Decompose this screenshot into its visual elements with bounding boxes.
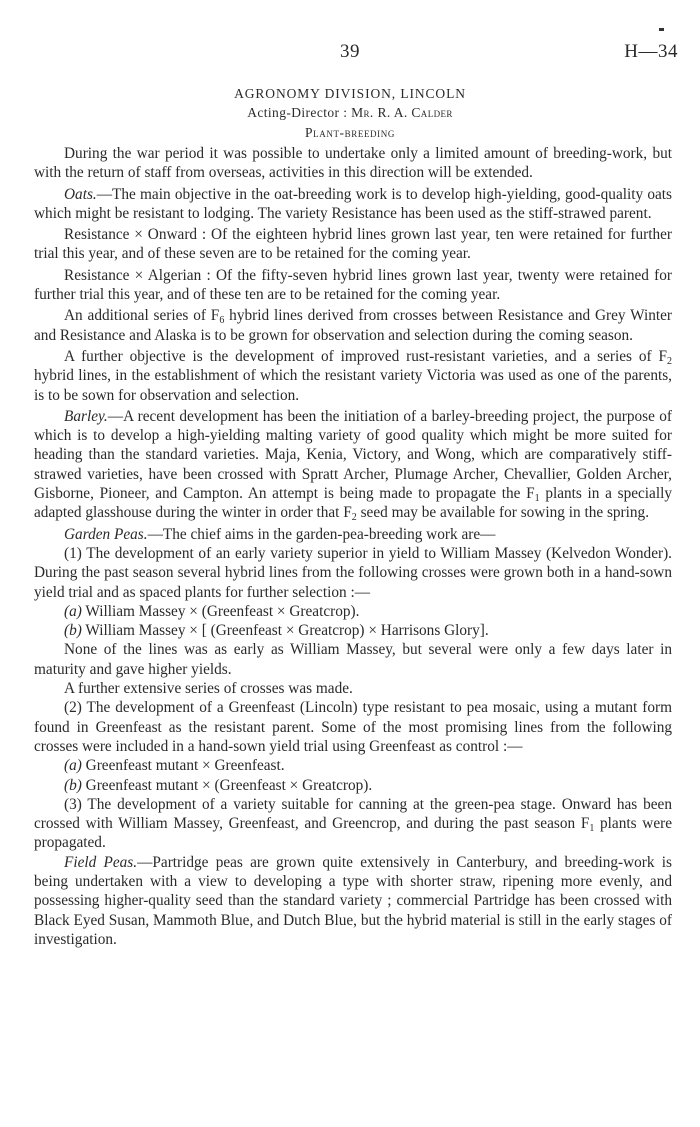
field-peas-text: —Partridge peas are grown quite extensively in Canterbury, and breeding-work is being undertaken with a view to developing a type with shorter straw, ripening more evenly, and possessing higher-quality seed than the standard variety ; commercial Partridge has been crossed with Black Eyed Susan, Mammoth Blue, and Dutch Blue, but the hybrid material is still in the early stages of investigation. bbox=[34, 853, 672, 948]
cross-a bbox=[34, 602, 672, 621]
paragraph-rust bbox=[34, 347, 672, 405]
paragraph-barley bbox=[34, 407, 672, 523]
paragraph-algerian: Resistance × Algerian : Of the fifty-seven hybrid lines grown last year, twenty were retained for further trial this year, and of these ten are to be retained for the coming year. bbox=[34, 266, 672, 304]
acting-director-line bbox=[0, 105, 700, 121]
cross-a-label: (a) bbox=[64, 602, 82, 620]
paragraph-onward: Resistance × Onward : Of the eighteen hybrid lines grown last year, ten were retained for further trial this year, and of these seven are to be retained for the coming year. bbox=[34, 226, 672, 263]
barley-subscript-1: 1 bbox=[534, 493, 540, 505]
document-reference: H—34 bbox=[624, 41, 678, 62]
body-text bbox=[34, 144, 672, 949]
paragraph-aim-1: (1) The development of an early variety superior in yield to William Massey (Kelvedon Wonder). During the past season several hybrid lines from the following crosses were grown both in a hand-sown yield trial and as spaced plants for further selection :— bbox=[34, 544, 672, 601]
paragraph-aim-2: (2) The development of a Greenfeast (Lincoln) type resistant to pea mosaic, using a mutant form found in Greenfeast as the resistant parent. Some of the most promising lines from the following crosses were included in a hand-sown yield trial using Greenfeast as control :— bbox=[34, 699, 672, 755]
cross-b bbox=[34, 621, 672, 640]
aim3-text-a: (3) The development of a variety suitable for canning at the green-pea stage. Onward has been crossed with William Massey, Greenfeast, and Greencrop, and during the past season F bbox=[34, 795, 672, 833]
paragraph-field-peas bbox=[34, 853, 672, 949]
field-peas-label: Field Peas. bbox=[64, 853, 138, 871]
cross-a-text: William Massey × (Greenfeast × Greatcrop). bbox=[81, 602, 360, 620]
division-title: AGRONOMY DIVISION, LINCOLN bbox=[234, 86, 466, 101]
paragraph-none-early: None of the lines was as early as William Massey, but several were only a few days later in maturity and gave higher yields. bbox=[34, 641, 672, 678]
f6-text-b: hybrid lines derived from crosses between Resistance and Grey Winter and Resistance and Alaska is to be grown for observation and selection during the coming season. bbox=[34, 307, 672, 344]
cross-b-label: (b) bbox=[64, 622, 82, 640]
rust-subscript: 2 bbox=[667, 355, 672, 367]
f6-subscript: 6 bbox=[219, 315, 225, 327]
section-heading: Plant-breeding bbox=[305, 125, 395, 140]
garden-peas-label: Garden Peas. bbox=[64, 525, 148, 543]
rust-text-a: A further objective is the development of improved rust-resistant varieties, and a series of F bbox=[64, 347, 667, 365]
oats-label: Oats. bbox=[64, 185, 97, 203]
aim3-subscript: 1 bbox=[589, 823, 595, 835]
oats-text: —The main objective in the oat-breeding work is to develop high-yielding, good-quality oats which might be resistant to lodging. The variety Resistance has been used as the stiff-strawed parent. bbox=[34, 185, 672, 222]
paragraph-oats bbox=[34, 185, 672, 224]
mutant-a-text: Greenfeast mutant × Greenfeast. bbox=[81, 757, 285, 775]
paragraph-further-series: A further extensive series of crosses was made. bbox=[64, 680, 353, 698]
cross-b-text: William Massey × [ (Greenfeast × Greatcrop) × Harrisons Glory]. bbox=[81, 622, 489, 640]
corner-mark bbox=[659, 28, 664, 31]
barley-text-b: plants in a specially adapted glasshouse during the winter in order that F bbox=[34, 485, 672, 522]
paragraph-aim-3 bbox=[34, 795, 672, 853]
paragraph-garden-peas bbox=[34, 525, 672, 544]
acting-director-name: Mr. R. A. Calder bbox=[351, 105, 453, 120]
aim3-text-b: plants were propagated. bbox=[34, 815, 672, 852]
f6-text-a: An additional series of F bbox=[64, 307, 220, 325]
paragraph-f6-lines bbox=[34, 306, 672, 345]
paragraph-intro: During the war period it was possible to undertake only a limited amount of breeding-work, but with the return of staff from overseas, activities in this direction will be extended. bbox=[34, 145, 672, 182]
mutant-cross-a bbox=[34, 756, 672, 775]
acting-director-prefix: Acting-Director : bbox=[247, 105, 352, 120]
barley-text-c: seed may be available for sowing in the spring. bbox=[356, 504, 650, 522]
barley-subscript-2: 2 bbox=[351, 512, 357, 524]
mutant-b-text: Greenfeast mutant × (Greenfeast × Greatcrop). bbox=[81, 776, 373, 794]
mutant-b-label: (b) bbox=[64, 776, 82, 794]
rust-text-b: hybrid lines, in the establishment of which the resistant variety Victoria was used as one of the parents, is to be sown for observation and selection. bbox=[34, 367, 672, 404]
mutant-a-label: (a) bbox=[64, 757, 82, 775]
barley-text-a: —A recent development has been the initiation of a barley-breeding project, the purpose of which is to develop a high-yielding malting variety of good quality which might be more suited for heading than the standard varieties. Maja, Kenia, Victory, and Wong, which are comparatively stiff-strawed varieties, have been crossed with Spratt Archer, Plumage Archer, Chevallier, Golden Archer, Gisborne, Pioneer, and Campton. An attempt is being made to propagate the F bbox=[34, 407, 672, 503]
mutant-cross-b bbox=[34, 776, 672, 795]
barley-label: Barley. bbox=[64, 407, 108, 425]
page-number: 39 bbox=[340, 41, 360, 62]
garden-peas-text: —The chief aims in the garden-pea-breeding work are— bbox=[147, 525, 496, 543]
